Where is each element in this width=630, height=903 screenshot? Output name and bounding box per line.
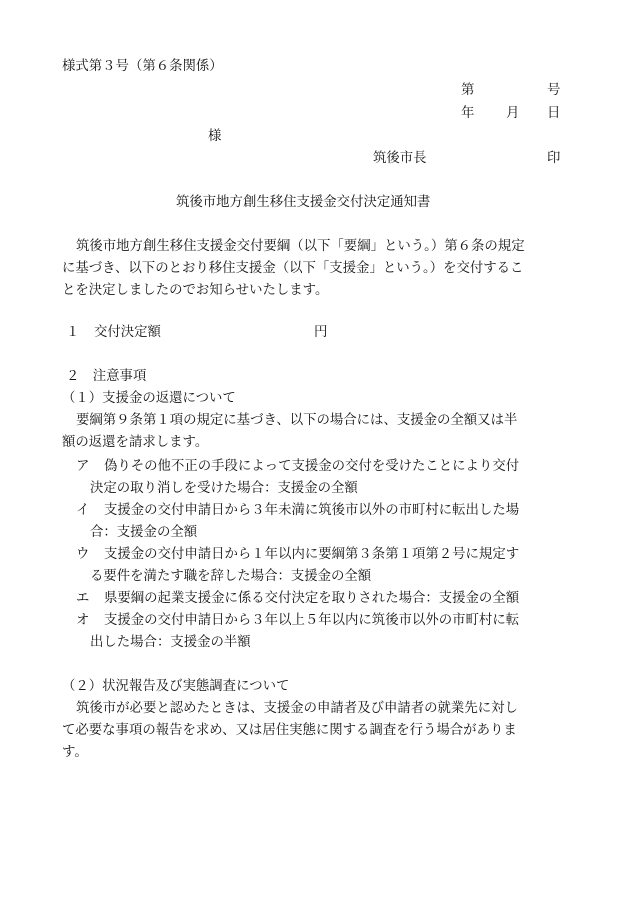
section2-body-line: 筑後市が必要と認めたときは、支援金の申請者及び申請者の就業先に対し	[76, 701, 518, 716]
item1-label: 交付決定額	[94, 325, 161, 340]
notes-heading: ２ 注意事項	[66, 369, 147, 384]
intro-line: とを決定しましたのでお知らせいたします。	[62, 283, 329, 298]
form-label: 様式第３号（第６条関係）	[62, 59, 223, 74]
list-item-mark: ア	[76, 459, 90, 474]
list-item-line: 支援金の交付申請日から３年未満に筑後市以外の市町村に転出した場	[104, 503, 520, 518]
list-item-line: 出した場合：支援金の半額	[90, 635, 251, 650]
item1-number: １	[66, 325, 80, 340]
intro-line: に基づき、以下のとおり移住支援金（以下「支援金」という。）を交付するこ	[62, 261, 524, 276]
section2-body-line: て必要な事項の報告を求め、又は居住実態に関する調査を行う場合がありま	[62, 723, 517, 738]
item1-unit: 円	[314, 325, 328, 340]
list-item-line: 県要綱の起業支援金に係る交付決定を取りされた場合：支援金の全額	[104, 591, 520, 606]
list-item-line: 支援金の交付申請日から３年以上５年以内に筑後市以外の市町村に転	[104, 613, 520, 628]
document-title: 筑後市地方創生移住支援金交付決定通知書	[176, 195, 431, 210]
addressee-suffix: 様	[208, 129, 222, 144]
list-item-line: 支援金の交付申請日から１年以内に要綱第３条第１項第２号に規定す	[104, 547, 520, 562]
date-month: 月	[506, 106, 520, 121]
issuer-name: 筑後市長	[373, 151, 427, 166]
section1-body-line: 要綱第９条第１項の規定に基づき、以下の場合には、支援金の全額又は半	[76, 413, 518, 428]
list-item-line: 偽りその他不正の手段によって支援金の交付を受けたことにより交付	[104, 459, 520, 474]
intro-line: 筑後市地方創生移住支援金交付要綱（以下「要綱」という。）第６条の規定	[76, 239, 525, 254]
intro-paragraph	[62, 236, 525, 302]
list-item-mark: ウ	[76, 547, 90, 562]
section2-body	[62, 698, 518, 764]
list-item-mark: イ	[76, 503, 90, 518]
date-day: 日	[547, 106, 561, 121]
list-item-mark: オ	[76, 613, 90, 628]
section2-body-line: す。	[62, 745, 88, 760]
issuer-seal: 印	[547, 151, 561, 166]
section1-body-line: 額の返還を請求します。	[62, 435, 209, 450]
section2-heading: （２）状況報告及び実態調査について	[62, 679, 290, 694]
list-item-line: る要件を満たす職を辞した場合：支援金の全額	[90, 569, 372, 584]
list-item-mark: エ	[76, 591, 90, 606]
list-item-line: 決定の取り消しを受けた場合：支援金の全額	[90, 481, 358, 496]
section1-body	[62, 410, 517, 454]
section1-heading: （１）支援金の返還について	[62, 391, 236, 406]
number-dai: 第	[461, 83, 475, 98]
number-go: 号	[547, 83, 561, 98]
date-year: 年	[461, 106, 475, 121]
list-item-line: 合：支援金の全額	[90, 525, 198, 540]
